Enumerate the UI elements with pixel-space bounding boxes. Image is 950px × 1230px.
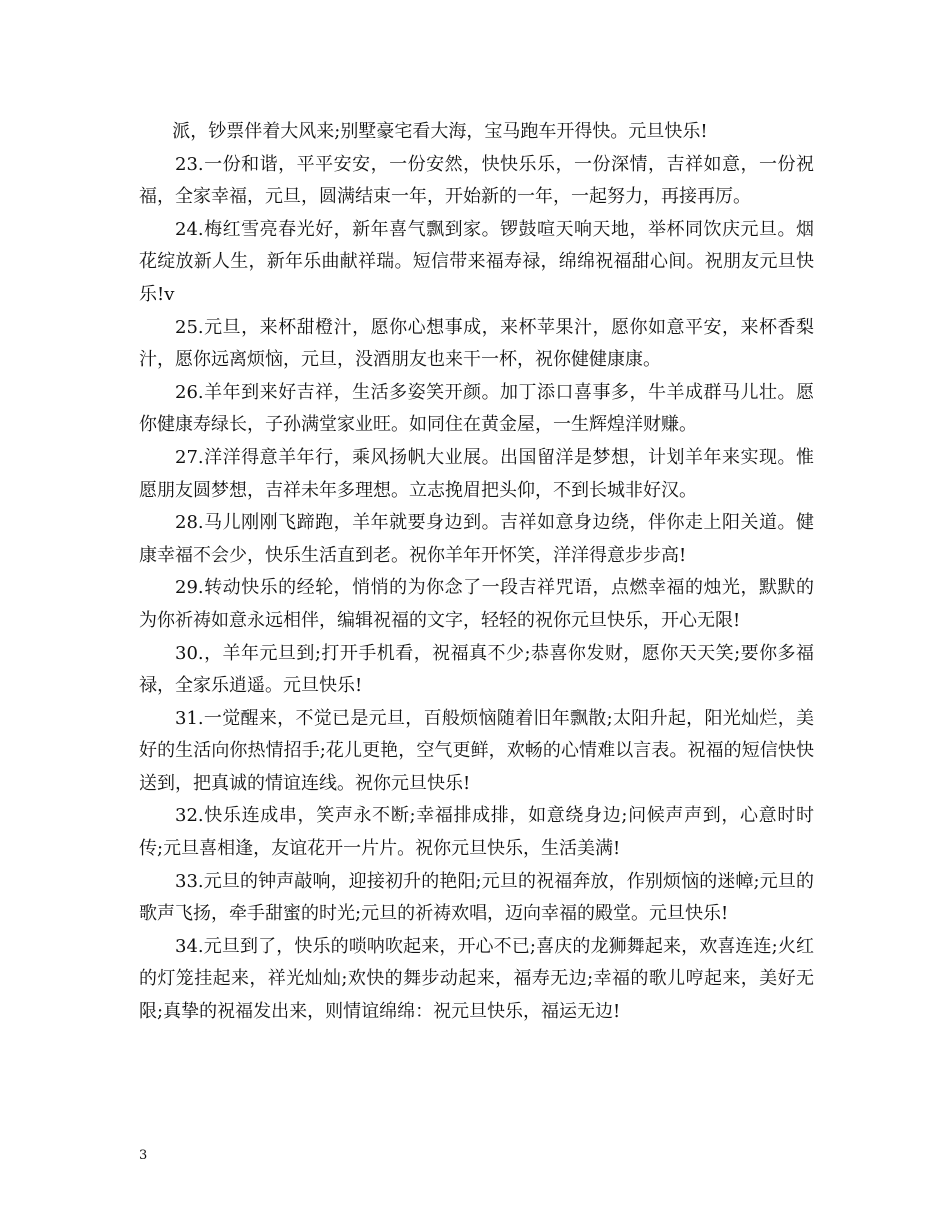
paragraph-item-33: 33.元旦的钟声敲响，迎接初升的艳阳;元旦的祝福奔放，作别烦恼的迷幛;元旦的歌声飞扬，牵手甜蜜的时光;元旦的祈祷欢唱，迈向幸福的殿堂。元旦快乐!: [139, 870, 814, 925]
paragraph-item-23: 23.一份和谐，平平安安，一份安然，快快乐乐，一份深情，吉祥如意，一份祝福，全家幸福，元旦，圆满结束一年，开始新的一年，一起努力，再接再厉。: [139, 153, 814, 208]
paragraph-item-24: 24.梅红雪亮春光好，新年喜气飘到家。锣鼓喧天响天地，举杯同饮庆元旦。烟花绽放新人生，新年乐曲献祥瑞。短信带来福寿禄，绵绵祝福甜心间。祝朋友元旦快乐!v: [139, 218, 814, 305]
paragraph-item-27: 27.洋洋得意羊年行，乘风扬帆大业展。出国留洋是梦想，计划羊年来实现。惟愿朋友圆梦想，吉祥未年多理想。立志挽眉把头仰，不到长城非好汉。: [139, 446, 814, 501]
paragraph-item-29: 29.转动快乐的经轮，悄悄的为你念了一段吉祥咒语，点燃幸福的烛光，默默的为你祈祷如意永远相伴，编辑祝福的文字，轻轻的祝你元旦快乐，开心无限!: [139, 577, 814, 631]
page-number: 3: [139, 1148, 148, 1163]
paragraph-item-28: 28.马儿刚刚飞蹄跑，羊年就要身边到。吉祥如意身边绕，伴你走上阳关道。健康幸福不会少，快乐生活直到老。祝你羊年开怀笑，洋洋得意步步高!: [139, 512, 814, 566]
paragraph-item-25: 25.元旦，来杯甜橙汁，愿你心想事成，来杯苹果汁，愿你如意平安，来杯香梨汁，愿你远离烦恼，元旦，没酒朋友也来干一杯，祝你健健康康。: [139, 316, 814, 371]
paragraph-item-34: 34.元旦到了，快乐的唢呐吹起来，开心不已;喜庆的龙狮舞起来，欢喜连连;火红的灯笼挂起来，祥光灿灿;欢快的舞步动起来，福寿无边;幸福的歌儿哼起来，美好无限;真挚的祝福发出来，则情谊绵绵：祝元旦快乐，福运无边!: [139, 935, 814, 1023]
paragraph-item-31: 31.一觉醒来，不觉已是元旦，百般烦恼随着旧年飘散;太阳升起，阳光灿烂，美好的生活向你热情招手;花儿更艳，空气更鲜，欢畅的心情难以言表。祝福的短信快快送到，把真诚的情谊连线。祝你元旦快乐!: [139, 707, 814, 794]
paragraph-item-26: 26.羊年到来好吉祥，生活多姿笑开颜。加丁添口喜事多，牛羊成群马儿壮。愿你健康寿绿长，子孙满堂家业旺。如同住在黄金屋，一生辉煌洋财赚。: [139, 381, 814, 436]
paragraph-item-30: 30.，羊年元旦到;打开手机看，祝福真不少;恭喜你发财，愿你天天笑;要你多福禄，全家乐逍遥。元旦快乐!: [139, 642, 814, 697]
paragraph-item-32: 32.快乐连成串，笑声永不断;幸福排成排，如意绕身边;问候声声到，心意时时传;元旦喜相逢，友谊花开一片片。祝你元旦快乐，生活美满!: [139, 805, 814, 860]
document-body: [139, 116, 814, 1029]
paragraph-continuation: 派，钞票伴着大风来;别墅豪宅看大海，宝马跑车开得快。元旦快乐!: [172, 121, 708, 142]
